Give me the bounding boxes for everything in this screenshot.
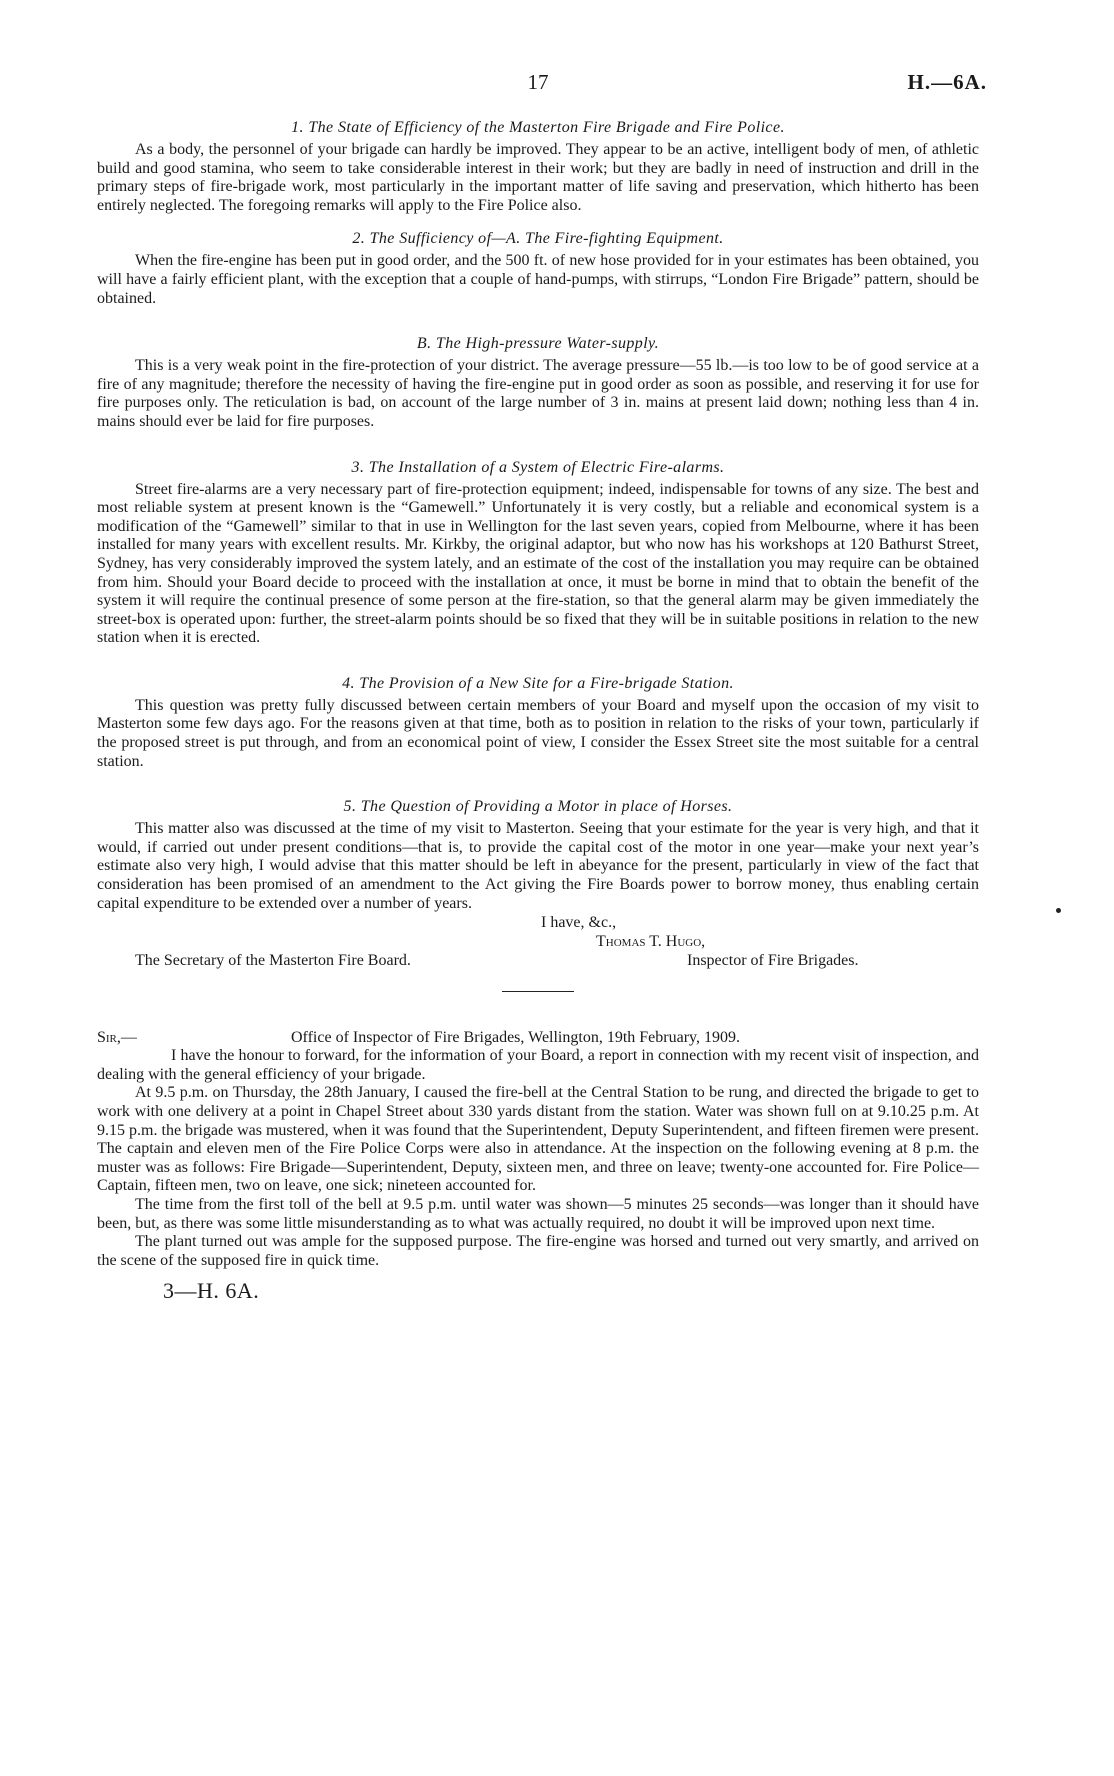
page-header [97, 64, 987, 104]
signatory-name: Thomas T. Hugo, [596, 933, 706, 951]
section-title: 2. The Sufficiency of—A. The Fire-fighting Equipment. [352, 230, 724, 248]
section-title: 3. The Installation of a System of Electric Fire-alarms. [351, 458, 725, 476]
section-title: 1. The State of Efficiency of the Masterton Fire Brigade and Fire Police. [291, 119, 785, 136]
letter-paragraph: At 9.5 p.m. on Thursday, the 28th January, I caused the fire-bell at the Central Station to be rung, and directed the brigade to get to work with one delivery at a point in Chapel Street about 330 yards distant from the station. Water was shown full on at 9.10.25 p.m. At 9.15 p.m. the brigade was mustered, when it was found that the Superintendent, Deputy Superintendent, and fifteen firemen were present. The captain and eleven men of the Fire Police Corps were also in attendance. At the inspection on the following evening at 8 p.m. the muster was as follows: Fire Brigade—Superintendent, Deputy, sixteen men, and three on leave; twenty-one accounted for. Fire Police—Captain, fifteen men, two on leave, one sick; nineteen accounted for. [97, 1084, 979, 1195]
section-title: 4. The Provision of a New Site for a Fire-brigade Station. [342, 674, 734, 692]
letter-paragraph: I have the honour to forward, for the information of your Board, a report in connection with my recent visit of inspection, and dealing with the general efficiency of your brigade. [97, 1047, 979, 1083]
dateline: Office of Inspector of Fire Brigades, Wellington, 19th February, 1909. [291, 1029, 740, 1047]
salutation: Sir,— [97, 1029, 137, 1047]
section-title: B. The High-pressure Water-supply. [416, 335, 660, 353]
letter-heading [97, 1028, 979, 1047]
section-title: 5. The Question of Providing a Motor in place of Horses. [343, 798, 733, 816]
paper-reference: H.—6A. [907, 70, 987, 94]
signature-block [97, 913, 979, 971]
body-paragraph: When the fire-engine has been put in good order, and the 500 ft. of new hose provided for in your estimates has been obtained, you will have a fairly efficient plant, with the exception that a couple of hand-pumps, with stirrups, “London Fire Brigade” pattern, should be obtained. [97, 252, 979, 307]
closing: I have, &c., [541, 914, 617, 932]
page-number: 17 [527, 70, 549, 94]
recipient: The Secretary of the Masterton Fire Board. [135, 952, 411, 970]
signatory-title: Inspector of Fire Brigades. [687, 952, 859, 970]
body-paragraph: This is a very weak point in the fire-protection of your district. The average pressure—55 lb.—is too low to be of good service at a fire of any magnitude; therefore the necessity of having the fire-engine put in good order as soon as possible, and reserving it for use for fire purposes only. The reticulation is bad, on account of the large number of 3 in. mains at present laid down; nothing less than 4 in. mains should ever be laid for fire purposes. [97, 357, 979, 430]
letter-paragraph: The plant turned out was ample for the supposed purpose. The fire-engine was horsed and turned out very smartly, and arrived on the scene of the supposed fire in quick time. [97, 1233, 979, 1269]
body-paragraph: This matter also was discussed at the time of my visit to Masterton. Seeing that your estimate for the year is very high, and that it would, if carried out under present conditions—that is, to provide the capital cost of the motor in one year—make your next year’s estimate also very high, I would advise that this matter should be left in abeyance for the present, particularly in view of the fact that consideration has been promised of an amendment to the Act giving the Fire Boards power to borrow money, thus enabling certain capital expenditure to be extended over a number of years. [97, 820, 979, 912]
signature-mark: 3—H. 6A. [163, 1278, 260, 1304]
letter-paragraph: The time from the first toll of the bell at 9.5 p.m. until water was shown—5 minutes 25 seconds—was longer than it should have been, but, as there was some little misunderstanding as to what was actually required, no doubt it will be improved upon next time. [97, 1195, 979, 1232]
body-paragraph: Street fire-alarms are a very necessary part of fire-protection equipment; indeed, indispensable for towns of any size. The best and most reliable system at present known is the “Gamewell.” Unfortunately it is very costly, but a reliable and economical system is a modification of the “Gamewell” similar to that in use in Wellington for the last seven years, copied from Melbourne, where it has been installed for many years with excellent results. Mr. Kirkby, the original adaptor, but who now has his workshops at 120 Bathurst Street, Sydney, has very considerably improved the system lately, and an estimate of the cost of the installation you may require can be obtained from him. Should your Board decide to proceed with the installation at once, it must be borne in mind that to obtain the benefit of the system it will require the continual presence of some person at the fire-station, so that the general alarm may be given immediately the street-box is operated upon: further, the street-alarm points should be so fixed that they will be in suitable positions in relation to the new station when it is erected. [97, 480, 979, 647]
section-divider [502, 991, 574, 992]
body-paragraph: This question was pretty fully discussed between certain members of your Board and myself upon the occasion of my visit to Masterton some few days ago. For the reasons given at that time, both as to position in relation to the risks of your town, particularly if the proposed street is put through, and from an economical point of view, I consider the Essex Street site the most suitable for a central station. [97, 696, 979, 770]
margin-dot [1056, 908, 1061, 913]
body-paragraph: As a body, the personnel of your brigade can hardly be improved. They appear to be an active, intelligent body of men, of athletic build and good stamina, who seem to take considerable interest in their work; but they are badly in need of instruction and drill in the primary steps of fire-brigade work, most particularly in the important matter of life saving and preservation, which hitherto has been entirely neglected. The foregoing remarks will apply to the Fire Police also. [97, 141, 979, 214]
